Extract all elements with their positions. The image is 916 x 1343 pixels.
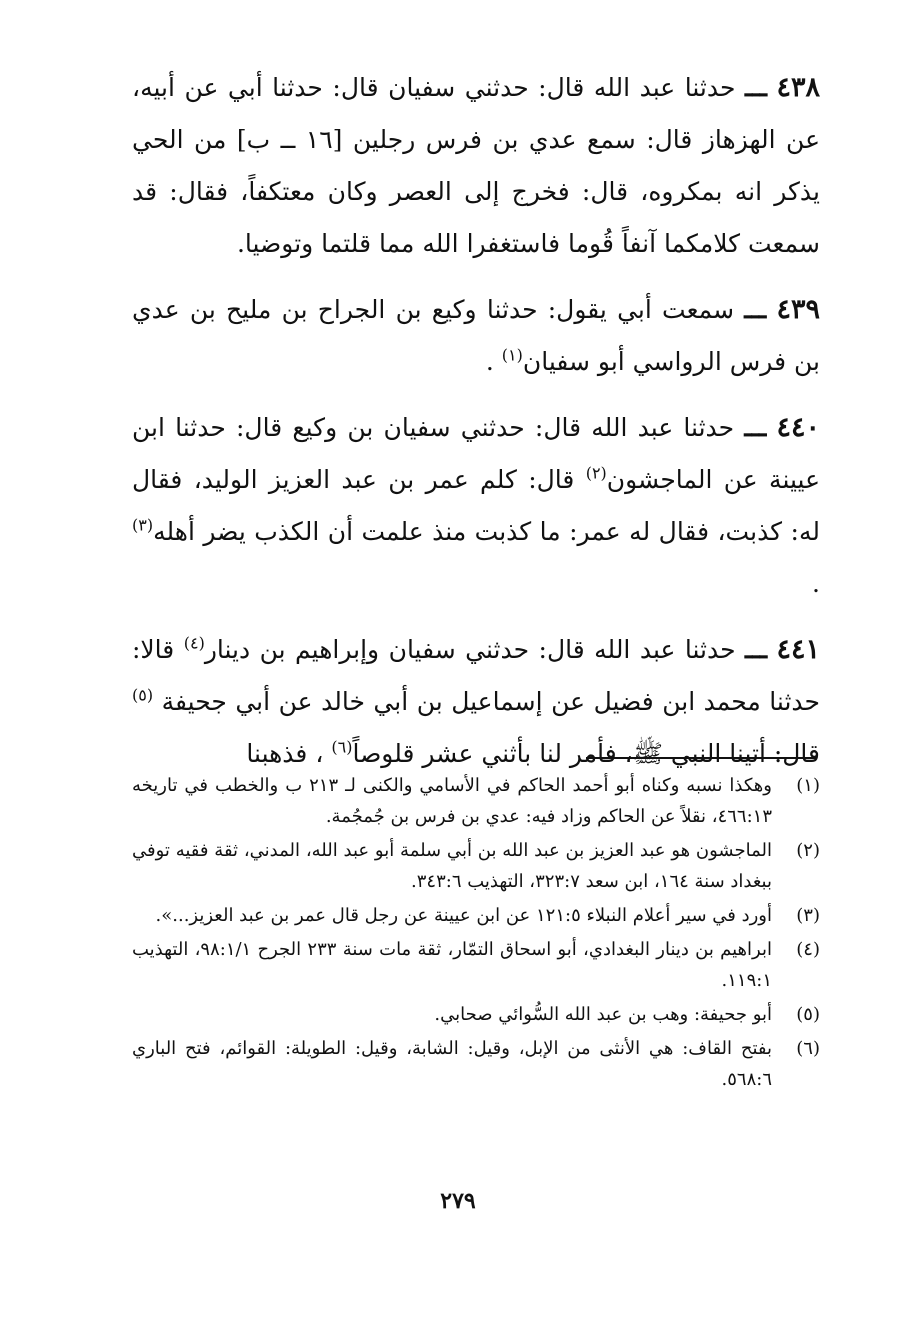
entry-number: ٤٣٩	[776, 294, 820, 325]
footnote-separator	[586, 757, 816, 759]
entry-dash: ـــ	[744, 73, 767, 102]
footnote-text: ابراهيم بن دينار البغدادي، أبو اسحاق التمّار، ثقة مات سنة ٢٣٣ الجرح ٩٨:١/١، التهذيب ١١٩:١.	[132, 939, 772, 991]
footnote-ref: (٥)	[132, 685, 154, 705]
footnote-number: (٢)	[796, 840, 820, 861]
footnote-text: أبو جحيفة: وهب بن عبد الله السُّوائي صحابي.	[434, 1004, 772, 1025]
entry-text: .	[485, 347, 494, 376]
footnote-ref: (٦)	[331, 737, 353, 757]
entry-text: .	[812, 569, 820, 598]
entry-text: قال: كلم عمر بن عبد العزيز الوليد، فقال له: كذبت، فقال له عمر: ما كذبت منذ علمت أن الكذب يضر أهله	[132, 465, 820, 546]
entry-dash: ـــ	[744, 295, 767, 324]
footnotes	[132, 770, 820, 1098]
main-text	[132, 62, 820, 794]
entry-text: حدثنا عبد الله قال: حدثني سفيان قال: حدثنا أبي عن أبيه، عن الهزهاز قال: سمع عدي بن فرس رجلين [١٦ ــ ب] من الحي يذكر انه بمكروه، قال: فخرج إلى العصر وكان معتكفاً، فقال: قد سمعت كلامكما آنفاً قُوما فاستغفرا الله مما قلتما وتوضيا.	[132, 73, 820, 258]
entry-text: ، فذهبنا	[246, 739, 324, 768]
footnote-ref: (٤)	[183, 633, 205, 653]
footnote-ref: (٢)	[585, 463, 607, 483]
page-number: ٢٧٩	[440, 1188, 476, 1214]
entry-text: حدثنا عبد الله قال: حدثني سفيان بن وكيع قال: حدثنا ابن عيينة عن الماجشون	[132, 413, 820, 494]
footnote-5	[132, 999, 820, 1030]
hadith-entry-439	[132, 284, 820, 388]
footnote-ref: (١)	[501, 345, 523, 365]
entry-dash: ـــ	[745, 635, 768, 664]
entry-text: حدثنا عبد الله قال: حدثني سفيان وإبراهيم بن دينار	[204, 635, 736, 664]
footnote-number: (٥)	[796, 1004, 820, 1025]
entry-text: قالا: حدثنا محمد ابن فضيل عن إسماعيل بن أبي خالد عن أبي جحيفة	[132, 635, 820, 716]
footnote-number: (٣)	[796, 905, 820, 926]
footnote-text: أورد في سير أعلام النبلاء ١٢١:٥ عن ابن عيينة عن رجل قال عمر بن عبد العزيز...».	[155, 905, 772, 926]
footnote-1	[132, 770, 820, 832]
footnote-text: بفتح القاف: هي الأنثى من الإبل، وقيل: الشابة، وقيل: الطويلة: القوائم، فتح الباري ٥٦٨:٦.	[132, 1038, 772, 1090]
footnote-text: وهكذا نسبه وكناه أبو أحمد الحاكم في الأسامي والكنى لـ ٢١٣ ب والخطب في تاريخه ٤٦٦:١٣، نقلاً عن الحاكم وزاد فيه: عدي بن فرس بن جُمجُمة.	[132, 775, 772, 827]
entry-number: ٤٤١	[776, 634, 821, 665]
hadith-entry-440	[132, 402, 820, 610]
footnote-3	[132, 900, 820, 931]
footnote-number: (٦)	[796, 1038, 820, 1059]
entry-number: ٤٤٠	[776, 412, 820, 443]
hadith-entry-438	[132, 62, 820, 270]
footnote-number: (٤)	[796, 939, 820, 960]
entry-number: ٤٣٨	[776, 72, 820, 103]
footnote-text: الماجشون هو عبد العزيز بن عبد الله بن أبي سلمة أبو عبد الله، المدني، ثقة فقيه توفي ببغداد سنة ١٦٤، ابن سعد ٣٢٣:٧، التهذيب ٣٤٣:٦.	[132, 840, 772, 892]
entry-text: قال: أتينا النبي ﷺ، فأمر لنا بأثني عشر قلوصاً	[352, 739, 820, 768]
footnote-ref: (٣)	[132, 515, 154, 535]
footnote-2	[132, 835, 820, 897]
footnote-number: (١)	[796, 775, 820, 796]
entry-text: سمعت أبي يقول: حدثنا وكيع بن الجراح بن مليح بن عدي بن فرس الرواسي أبو سفيان	[132, 295, 820, 376]
footnote-4	[132, 934, 820, 996]
footnote-6	[132, 1033, 820, 1095]
entry-dash: ـــ	[744, 413, 767, 442]
